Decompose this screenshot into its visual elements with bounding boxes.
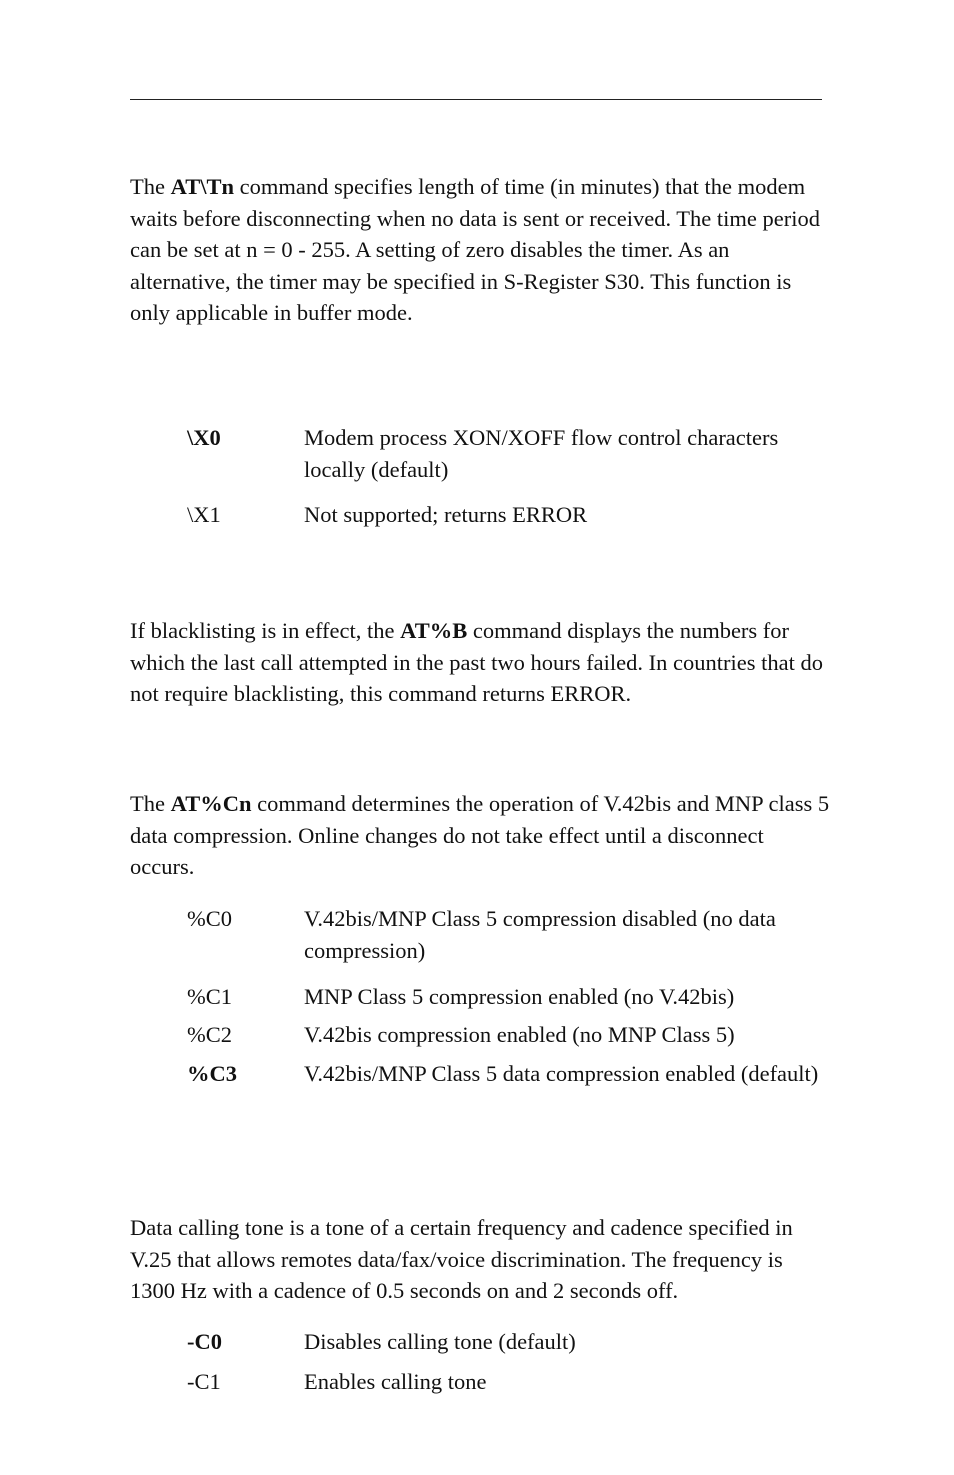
option-description: Not supported; returns ERROR — [304, 502, 588, 527]
at-tn-text-pre: The — [130, 174, 171, 199]
at-b-paragraph — [130, 615, 830, 710]
at-tn-paragraph — [130, 171, 830, 329]
option-code: %C1 — [187, 984, 232, 1009]
option-code: %C3 — [187, 1061, 237, 1086]
option-code: -C0 — [187, 1329, 222, 1354]
option-code: %C2 — [187, 1022, 232, 1047]
at-b-text-post: command displays the numbers for which the last call attempted in the past two hours failed. In countries that do not require blacklisting, this command returns ERROR. — [130, 618, 823, 707]
option-description: Modem process XON/XOFF flow control characters locally (default) — [304, 425, 779, 482]
header-rule — [130, 99, 822, 100]
at-b-text-pre: If blacklisting is in effect, the — [130, 618, 401, 643]
at-b-command: AT%B — [400, 618, 468, 643]
at-cn-command: AT%Cn — [170, 791, 252, 816]
option-code: \X1 — [187, 502, 221, 527]
calling-tone-paragraph: Data calling tone is a tone of a certain frequency and cadence specified in V.25 that allows remotes data/fax/voice discrimination. The frequency is 1300 Hz with a cadence of 0.5 seconds on and 2 seconds off. — [130, 1215, 793, 1304]
option-code: -C1 — [187, 1369, 221, 1394]
option-description: V.42bis compression enabled (no MNP Class 5) — [304, 1022, 735, 1047]
option-description: Enables calling tone — [304, 1369, 487, 1394]
at-tn-command: AT\Tn — [170, 174, 234, 199]
option-description: V.42bis/MNP Class 5 data compression enabled (default) — [304, 1061, 819, 1086]
at-tn-text-post: command specifies length of time (in minutes) that the modem waits before disconnecting when no data is sent or received. The time period can be set at n = 0 - 255. A setting of zero disables the timer. As an alternative, the timer may be specified in S-Register S30. This function is only applicable in buffer mode. — [130, 174, 820, 326]
at-cn-text-post: command determines the operation of V.42bis and MNP class 5 data compression. Online changes do not take effect until a disconnect occurs. — [130, 791, 830, 880]
option-description: V.42bis/MNP Class 5 compression disabled (no data compression) — [304, 906, 776, 963]
at-cn-text-pre: The — [130, 791, 171, 816]
option-description: Disables calling tone (default) — [304, 1329, 576, 1354]
option-code: \X0 — [187, 425, 221, 450]
option-code: %C0 — [187, 906, 232, 931]
option-description: MNP Class 5 compression enabled (no V.42bis) — [304, 984, 735, 1009]
at-cn-paragraph — [130, 788, 830, 883]
